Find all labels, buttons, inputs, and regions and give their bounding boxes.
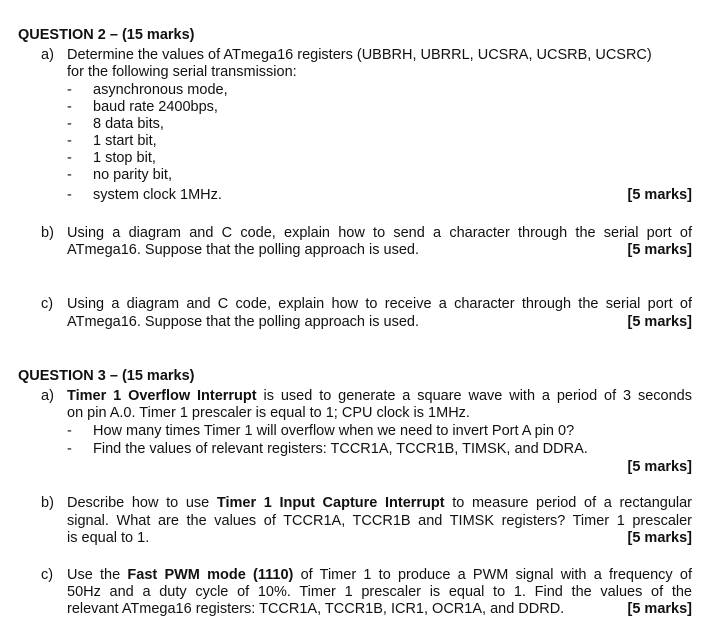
q2-c-line-1: Using a diagram and C code, explain how to receive a character through the serial port of [67,296,692,312]
q2-b-line-1: Using a diagram and C code, explain how to send a character through the serial port of [67,225,692,241]
q3-c-last-row [67,601,692,618]
q2-a-bullet-5: 1 stop bit, [93,150,156,166]
bullet-dash: - [67,133,72,149]
q2-a-bullet-1: asynchronous mode, [93,82,228,98]
q3-b-marks: [5 marks] [627,530,692,546]
q2-a-line-2: for the following serial transmission: [67,64,297,80]
q3-a-bold-term: Timer 1 Overflow Interrupt [67,388,257,404]
q3-a-line-1 [67,388,692,405]
q3-c-line-3: relevant ATmega16 registers: TCCR1A, TCCR1B, ICR1, OCR1A, and DDRD. [67,601,565,617]
q3-b-line-1-rest: to measure period of a rectangular [444,495,692,511]
question-2-title: QUESTION 2 – (15 marks) [18,27,195,43]
q2-a-bullet-6: no parity bit, [93,167,172,183]
q3-b-line-2: signal. What are the values of TCCR1A, TCCR1B and TIMSK registers? Timer 1 prescaler [67,513,692,529]
q3-b-bold-term: Timer 1 Input Capture Interrupt [216,495,445,511]
q2-c-last-row [67,314,692,331]
q3-b-line-3: is equal to 1. [67,530,150,546]
q2-a-bullet-2: baud rate 2400bps, [93,99,218,115]
q3-c-bold-term: Fast PWM mode (1110) [127,567,294,583]
q2-a-line-1: Determine the values of ATmega16 registers (UBBRH, UBRRL, UCSRA, UCSRB, UCSRC) [67,47,652,63]
q2-a-bullet-3: 8 data bits, [93,116,164,132]
bullet-dash: - [67,167,72,183]
bullet-dash: - [67,116,72,132]
q3-c-marks: [5 marks] [627,601,692,617]
bullet-dash: - [67,99,72,115]
q2-b-marks: [5 marks] [627,242,692,258]
question-3-title: QUESTION 3 – (15 marks) [18,368,195,384]
q3-c-line-2: 50Hz and a duty cycle of 10%. Timer 1 prescaler is equal to 1. Find the values of the [67,584,692,600]
q2-b-letter: b) [41,225,54,241]
q2-a-last-row [93,187,692,204]
q3-a-letter: a) [41,388,54,404]
q2-a-bullet-4: 1 start bit, [93,133,157,149]
q3-b-line-1-pre: Describe how to use [67,495,217,511]
q2-c-marks: [5 marks] [627,314,692,330]
q3-b-last-row [67,530,692,547]
q3-a-bullet-1: How many times Timer 1 will overflow when we need to invert Port A pin 0? [93,423,575,439]
q2-a-bullet-7: system clock 1MHz. [93,187,222,203]
bullet-dash: - [67,82,72,98]
q3-a-line-1-rest: is used to generate a square wave with a period of 3 seconds [256,388,692,404]
q2-c-line-2: ATmega16. Suppose that the polling approach is used. [67,314,419,330]
q2-a-letter: a) [41,47,54,63]
bullet-dash: - [67,441,72,457]
q3-c-letter: c) [41,567,54,583]
q3-c-line-1-pre: Use the [67,567,128,583]
bullet-dash: - [67,423,72,439]
q2-a-marks: [5 marks] [627,187,692,203]
q3-b-letter: b) [41,495,54,511]
q2-c-letter: c) [41,296,54,312]
bullet-dash: - [67,187,72,203]
q2-b-last-row [67,242,692,259]
q3-c-line-1-rest: of Timer 1 to produce a PWM signal with a frequency of [293,567,693,583]
q3-c-line-1 [67,567,692,584]
q3-b-line-1 [67,495,692,512]
q3-a-line-2: on pin A.0. Timer 1 prescaler is equal to 1; CPU clock is 1MHz. [67,405,470,421]
bullet-dash: - [67,150,72,166]
q2-b-line-2: ATmega16. Suppose that the polling approach is used. [67,242,419,258]
q3-a-marks: [5 marks] [627,459,692,475]
q3-a-bullet-2: Find the values of relevant registers: TCCR1A, TCCR1B, TIMSK, and DDRA. [93,441,588,457]
